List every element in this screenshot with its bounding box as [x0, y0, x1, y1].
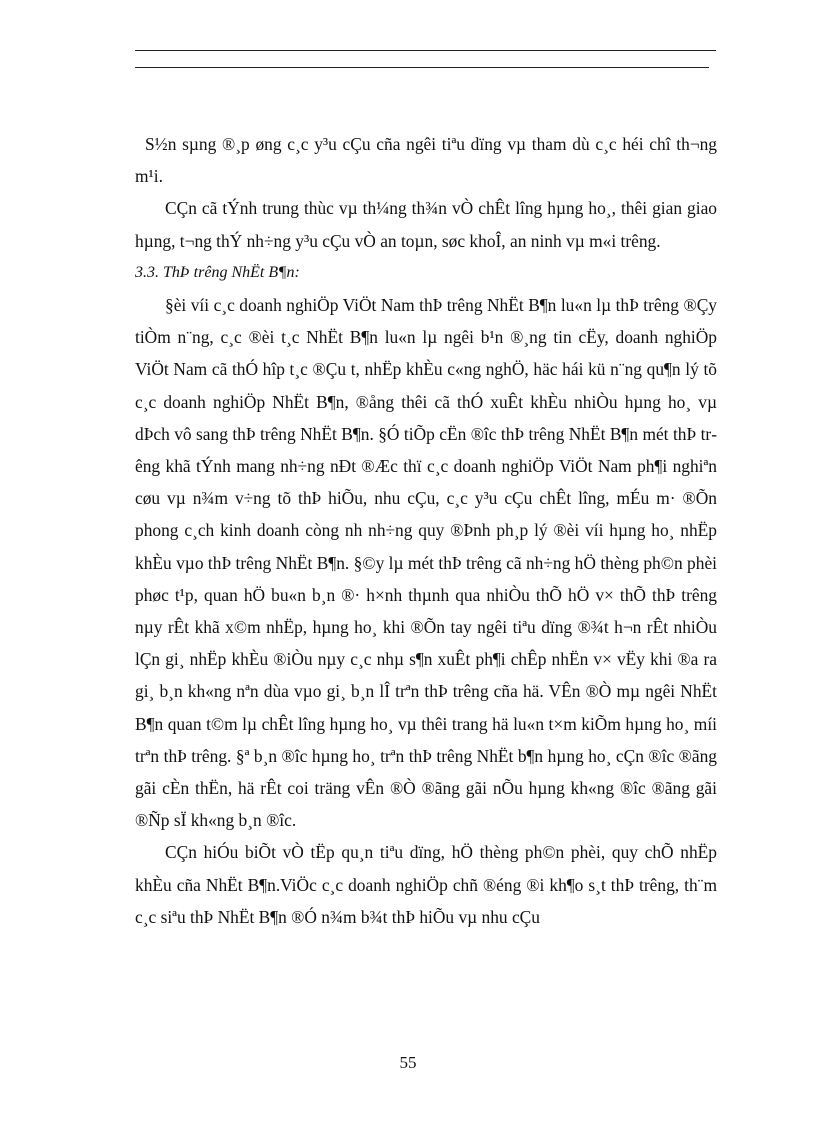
paragraph-3: §èi víi c¸c doanh nghiÖp ViÖt Nam thÞ trêng NhËt B¶n lu«n lµ thÞ trêng ®Çy tiÒm n¨ng, c¸c ®èi t¸c NhËt B¶n lu«n lµ ngêi b¹n ®¸ng tin cËy, doanh nghiÖp ViÖt Nam cã thÓ hîp t¸c ®Çu t, nhËp khÈu c«ng nghÖ, häc hái kü n¨ng qu¶n lý tõ c¸c doanh nghiÖp NhËt B¶n, ®ång thêi cã thÓ xuÊt khÈu nhiÒu hµng ho¸ vµ dÞch vô sang thÞ trêng NhËt B¶n. §Ó tiÕp cËn ®îc thÞ trêng NhËt B¶n mét thÞ trêng khã tÝnh mang nh÷ng nÐt ®Æc thï c¸c doanh nghiÖp ViÖt Nam ph¶i nghiªn cøu vµ n¾m v÷ng tõ thÞ hiÕu, nhu cÇu, c¸c y³u cÇu chÊt lîng, mÉu m· ®Õn phong c¸ch kinh doanh còng nh nh÷ng quy ®Þnh ph¸p lý ®èi víi hµng ho¸ nhËp khÈu vµo thÞ trêng NhËt B¶n. §©y lµ mét thÞ trêng cã nh÷ng hÖ thèng ph©n phèi phøc t¹p, quan hÖ bu«n b¸n ®· h×nh thµnh qua nhiÒu thÕ hÖ v× thÕ thÞ trêng nµy rÊt khã x©m nhËp, hµng ho¸ khi ®Õn tay ngêi tiªu dïng ®¾t h¬n rÊt nhiÒu lÇn gi¸ nhËp khÈu ®iÒu nµy c¸c nhµ s¶n xuÊt ph¶i chÊp nhËn v× vËy khi ®a ra gi¸ b¸n kh«ng nªn dùa vµo gi¸ b¸n lÎ trªn thÞ trêng cña hä. VÊn ®Ò mµ ngêi NhËt B¶n quan t©m lµ chÊt lîng hµng ho¸ vµ thêi trang hä lu«n t×m kiÕm hµng ho¸ míi trªn thÞ trêng. §ª b¸n ®îc hµng ho¸ trªn thÞ trêng NhËt b¶n hµng ho¸ cÇn ®îc ®ãng gãi cÈn thËn, hä rÊt coi träng vÊn ®Ò ®ãng gãi nÕu hµng kh«ng ®îc ®ãng gãi ®Ñp sÏ kh«ng b¸n ®îc. — [135, 295, 717, 831]
section-heading: 3.3. ThÞ trêng NhËt B¶n: — [135, 263, 300, 281]
header-rule-top — [135, 50, 716, 51]
paragraph-2: CÇn cã tÝnh trung thùc vµ th¼ng th¾n vÒ chÊt lîng hµng ho¸, thêi gian giao hµng, t¬ng thÝ nh÷ng y³u cÇu vÒ an toµn, søc khoÎ, an ninh vµ m«i trêng. — [135, 198, 717, 251]
page-number: 55 — [399, 1053, 417, 1072]
paragraph-4: CÇn hiÓu biÕt vÒ tËp qu¸n tiªu dïng, hÖ thèng ph©n phèi, quy chÕ nhËp khÈu cña NhËt B¶n.ViÖc c¸c doanh nghiÖp chñ ®éng ®i kh¶o s¸t thÞ trêng, th¨m c¸c siªu thÞ NhËt B¶n ®Ó n¾m b¾t thÞ hiÕu vµ nhu cÇu — [135, 842, 717, 927]
page-body — [135, 128, 717, 933]
header-rule-bottom — [135, 67, 709, 68]
paragraph-1: S½n sµng ®¸p øng c¸c y³u cÇu cña ngêi tiªu dïng vµ tham dù c¸c héi chî th¬ng m¹i. — [135, 134, 717, 187]
